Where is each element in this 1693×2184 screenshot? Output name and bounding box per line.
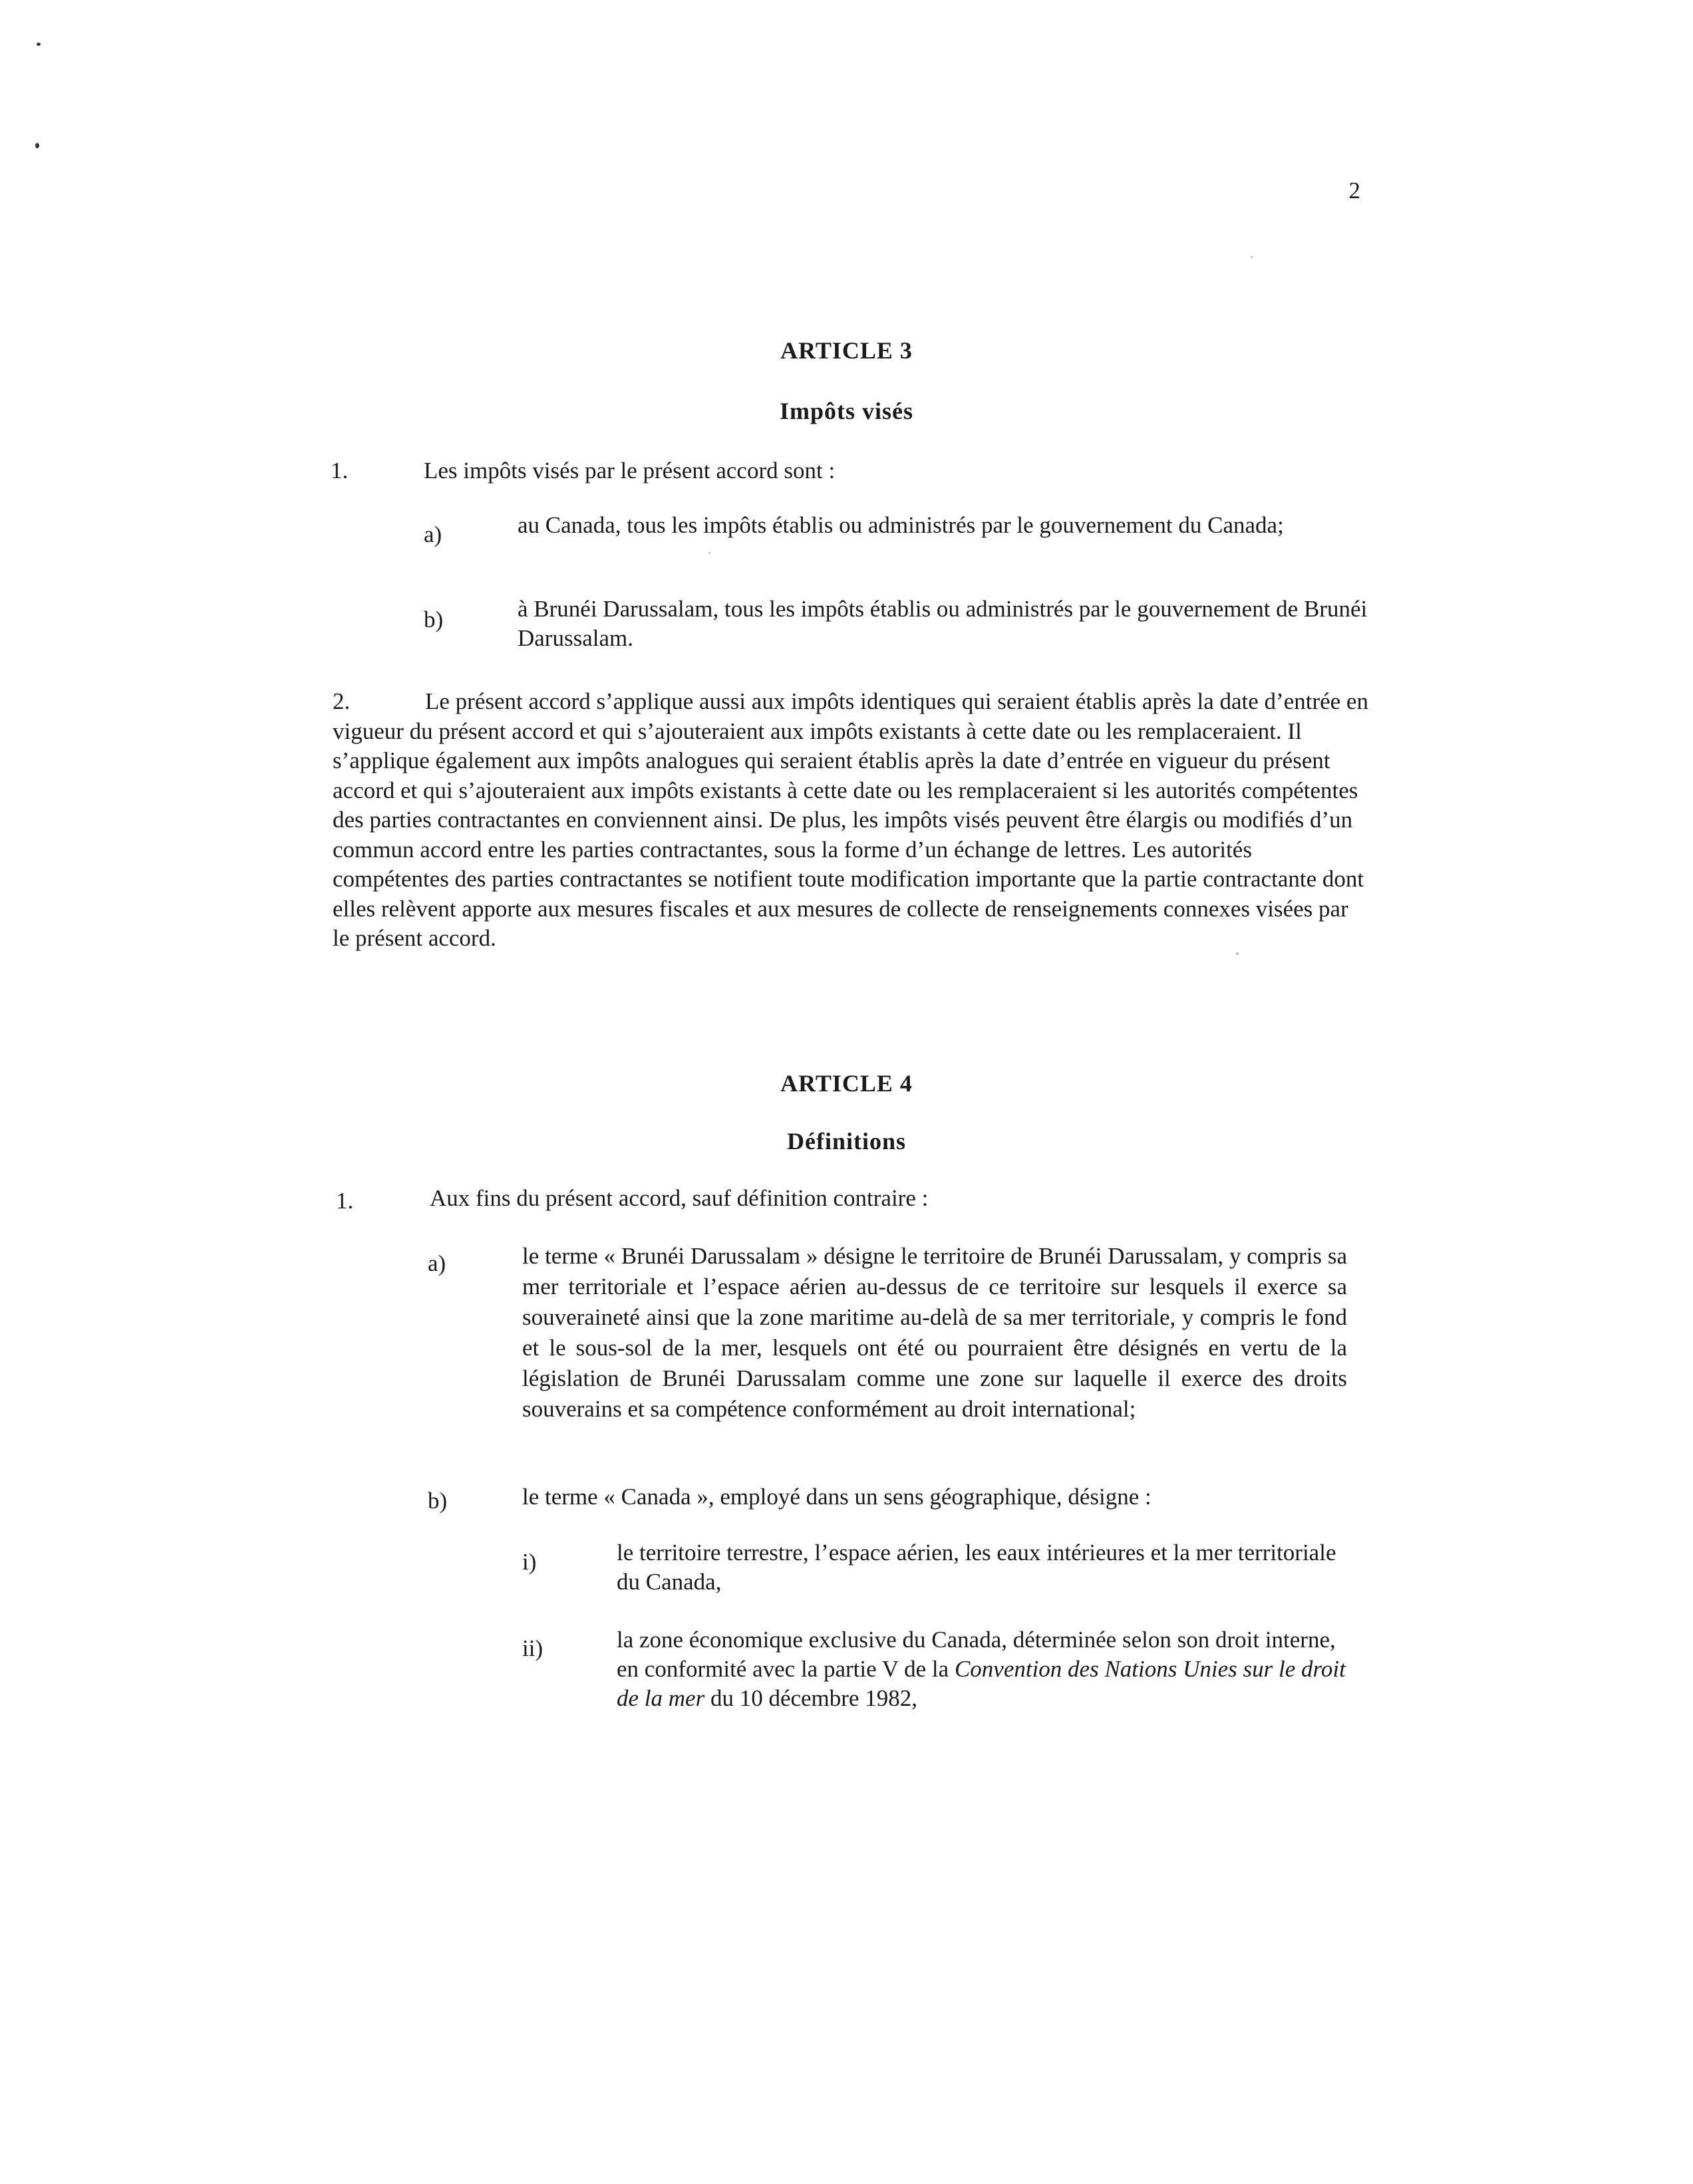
- article-4-sub-ii-text: [617, 1625, 1348, 1713]
- article-4-subtitle: Définitions: [786, 1128, 906, 1155]
- article-4-item-a-label: a): [428, 1250, 446, 1276]
- convention-title: Convention des Nations Unies sur le droit de la mer: [617, 1656, 1346, 1711]
- article-4-para-1-number: 1.: [336, 1188, 354, 1214]
- article-3-para-1-number: 1.: [331, 458, 349, 483]
- article-4-title: ARTICLE 4: [780, 1070, 913, 1097]
- article-3-subtitle: Impôts visés: [779, 398, 914, 424]
- article-3-para-2-text: Le présent accord s’applique aussi aux impôts identiques qui seraient établis après la date d’entrée en vigueur du présent accord et qui s’ajouteraient aux impôts existants à cette date ou les remplaceraient. Il s’applique également aux impôts analogues qui seraient établis après la date d’entrée en vigueur du présent accord et qui s’ajouteraient aux impôts existants à cette date ou les remplaceraient si les autorités compétentes des parties contractantes en conviennent ainsi. De plus, les impôts visés peuvent être élargis ou modifiés d’un commun accord entre les parties contractantes, sous la forme d’un échange de lettres. Les autorités compétentes des parties contractantes se notifient toute modification importante que la partie contractante dont elles relèvent apporte aux mesures fiscales et aux mesures de collecte de renseignements connexes visées par le présent accord.: [333, 688, 1368, 951]
- article-4-item-b-text: le terme « Canada », employé dans un sens géographique, désigne :: [522, 1484, 1152, 1510]
- scan-speck: [37, 43, 41, 46]
- article-3-item-b-label: b): [424, 607, 444, 632]
- article-4-item-a-text: le terme « Brunéi Darussalam » désigne le territoire de Brunéi Darussalam, y compris sa mer territoriale et l’espace aérien au-dessus de ce territoire sur lesquels il exerce sa souveraineté ainsi que la zone maritime au-delà de sa mer territoriale, y compris le fond et le sous-sol de la mer, lesquels ont été ou pourraient être désignés en vertu de la législation de Brunéi Darussalam comme une zone sur laquelle il exerce des droits souverains et sa compétence conformément au droit international;: [522, 1243, 1347, 1422]
- sub-ii-text-after: du 10 décembre 1982,: [704, 1685, 917, 1711]
- article-4-sub-ii-label: ii): [522, 1635, 543, 1661]
- article-4-para-1-text: Aux fins du présent accord, sauf définition contraire :: [430, 1185, 929, 1211]
- scan-speck: [1251, 256, 1253, 258]
- article-4-sub-i-text: le territoire terrestre, l’espace aérien, les eaux intérieures et la mer territoriale du Canada,: [617, 1540, 1336, 1595]
- article-4-item-b-label: b): [428, 1488, 448, 1514]
- article-3-item-a-text: au Canada, tous les impôts établis ou administrés par le gouvernement du Canada;: [518, 512, 1284, 538]
- scan-speck: [35, 143, 39, 148]
- article-3-title: ARTICLE 3: [780, 337, 913, 364]
- article-3-para-1-text: Les impôts visés par le présent accord sont :: [424, 458, 836, 483]
- article-3-item-b-text: à Brunéi Darussalam, tous les impôts établis ou administrés par le gouvernement de Brunéi Darussalam.: [518, 596, 1368, 651]
- sub-ii-text-before: la zone économique exclusive du Canada, déterminée selon son droit interne, en conformité avec la partie V de la: [617, 1627, 1336, 1682]
- article-4-sub-i-label: i): [522, 1549, 537, 1575]
- article-3-para-2-number: 2.: [333, 688, 351, 714]
- scan-speck: [708, 552, 710, 554]
- article-3-item-a-label: a): [424, 521, 442, 547]
- article-3-para-2: [333, 687, 1370, 954]
- page-number: 2: [1348, 178, 1360, 204]
